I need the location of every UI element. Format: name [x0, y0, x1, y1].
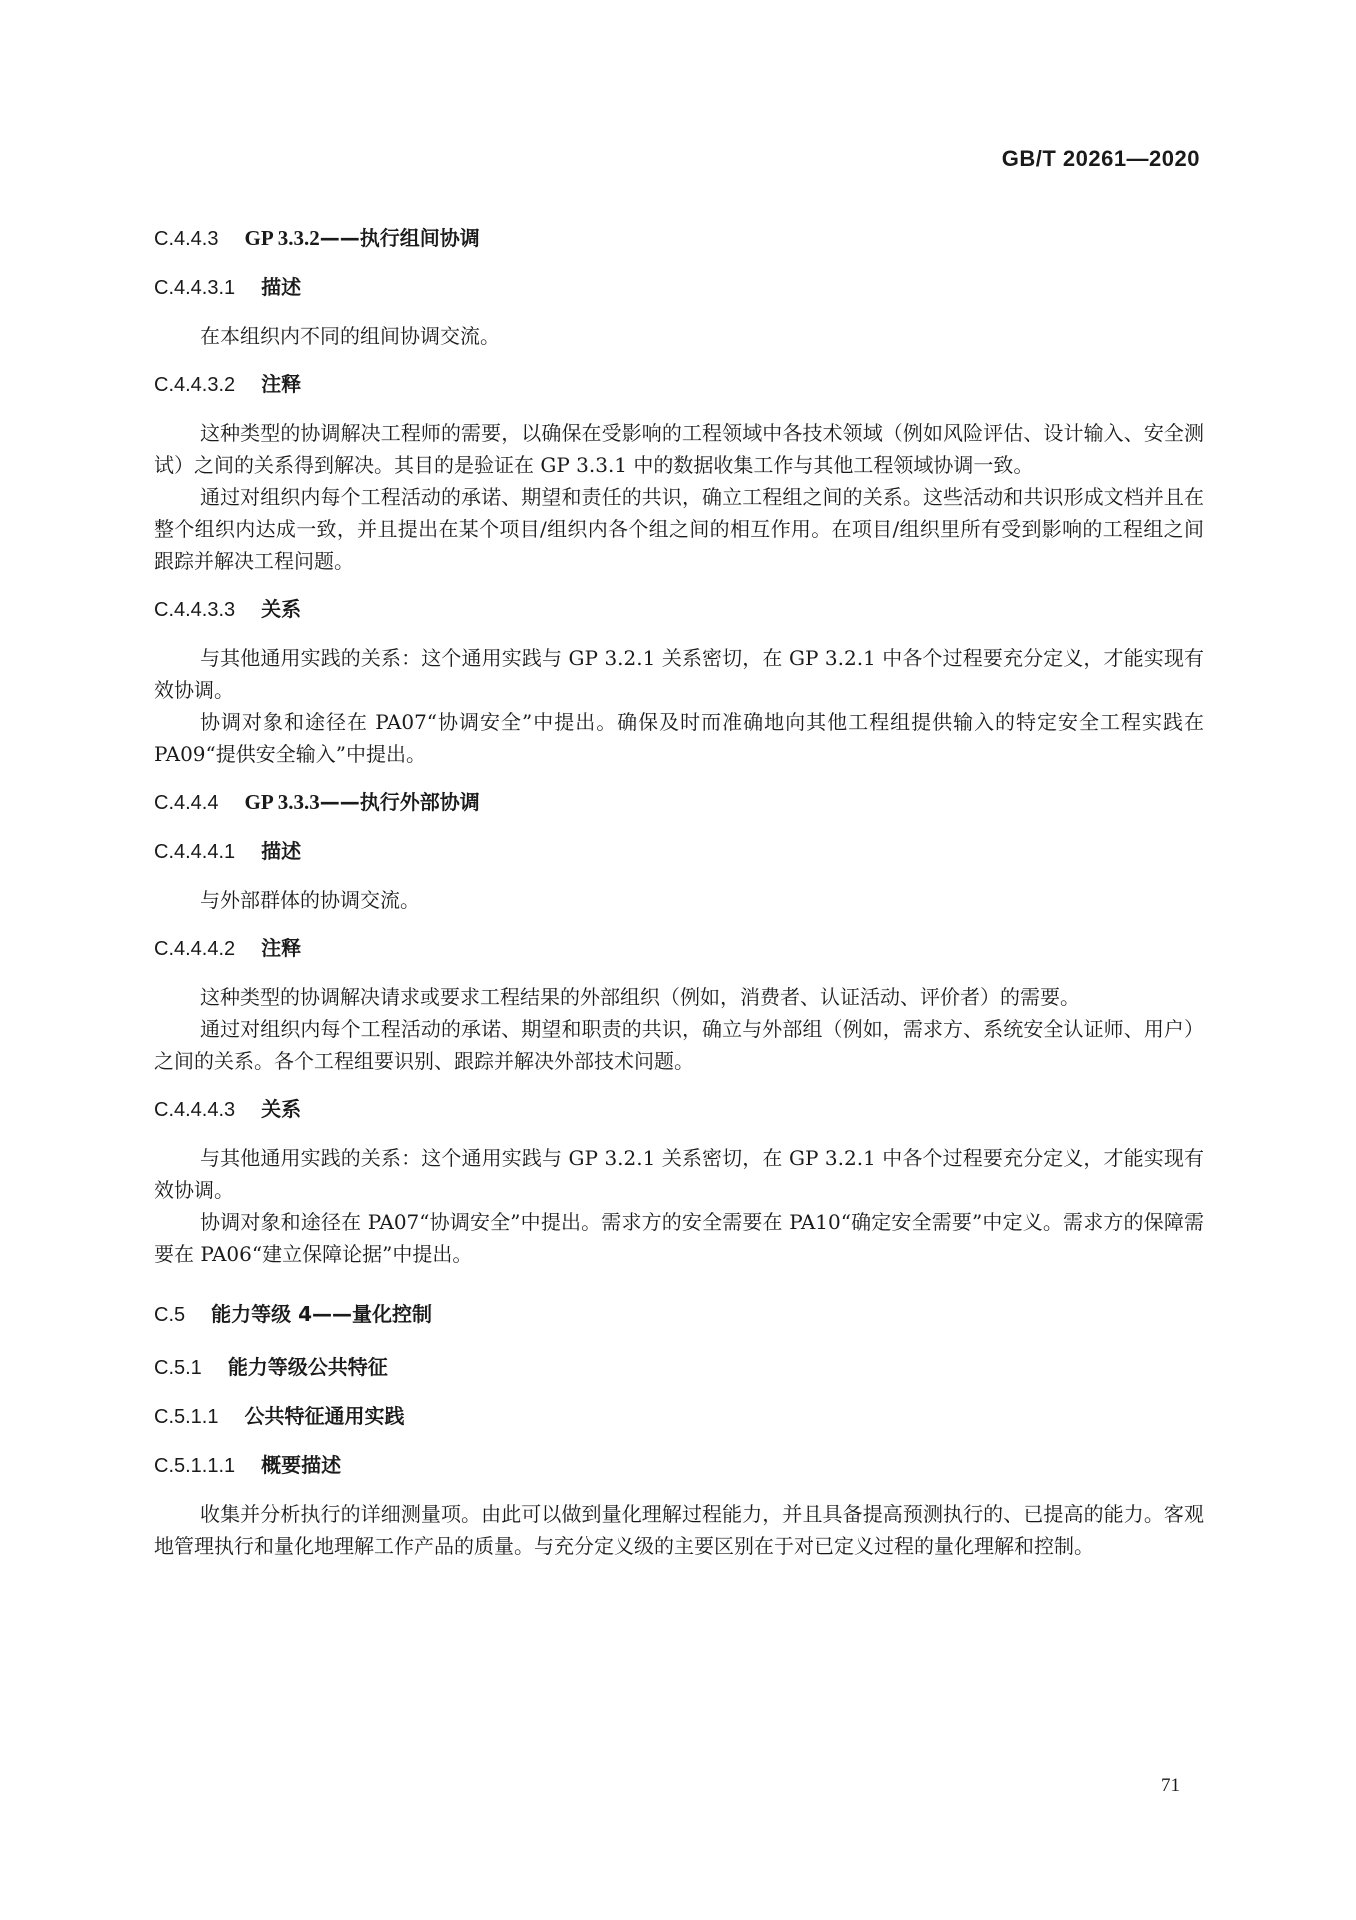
gp-code: GP 3.3.3: [244, 790, 320, 814]
paragraph: 通过对组织内每个工程活动的承诺、期望和责任的共识，确立工程组之间的关系。这些活动和共识形成文档并且在整个组织内达成一致，并且提出在某个项目/组织内各个组之间的相互作用。在项目/组织里所有受到影响的工程组之间跟踪并解决工程问题。: [154, 485, 1204, 573]
paragraph: 这种类型的协调解决请求或要求工程结果的外部组织（例如，消费者、认证活动、评价者）的需要。: [200, 985, 1080, 1009]
section-heading-c4443: [154, 1093, 1204, 1126]
section-heading-c4442: [154, 932, 1204, 965]
section-number: C.4.4.3: [154, 228, 219, 250]
section-number: C.4.4.3.2: [154, 374, 236, 396]
section-number: C.4.4.4.3: [154, 1099, 236, 1121]
section-heading-c5111: [154, 1449, 1204, 1482]
section-title: 公共特征通用实践: [244, 1404, 405, 1428]
section-number: C.4.4.4: [154, 792, 219, 814]
page-number: 71: [1161, 1775, 1180, 1796]
section-heading-c4441: [154, 835, 1204, 868]
page-content: [154, 222, 1204, 1562]
section-title: 关系: [261, 597, 302, 621]
section-heading-c511: [154, 1400, 1204, 1433]
section-heading-c4433: [154, 593, 1204, 626]
section-title: ——执行组间协调: [319, 226, 480, 250]
paragraph: 协调对象和途径在 PA07“协调安全”中提出。需求方的安全需要在 PA10“确定安全需要”中定义。需求方的保障需要在 PA06“建立保障论据”中提出。: [154, 1210, 1204, 1266]
section-number: C.5.1.1: [154, 1406, 219, 1428]
section-title: 描述: [261, 275, 302, 299]
section-number: C.5: [154, 1304, 186, 1326]
paragraph: 通过对组织内每个工程活动的承诺、期望和职责的共识，确立与外部组（例如，需求方、系统安全认证师、用户）之间的关系。各个工程组要识别、跟踪并解决外部技术问题。: [154, 1017, 1204, 1073]
section-title: 关系: [261, 1097, 302, 1121]
gp-code: GP 3.3.2: [244, 226, 320, 250]
paragraph: 协调对象和途径在 PA07“协调安全”中提出。确保及时而准确地向其他工程组提供输入的特定安全工程实践在 PA09“提供安全输入”中提出。: [154, 710, 1204, 766]
paragraph: 收集并分析执行的详细测量项。由此可以做到量化理解过程能力，并且具备提高预测执行的、已提高的能力。客观地管理执行和量化地理解工作产品的质量。与充分定义级的主要区别在于对已定义过程的量化理解和控制。: [154, 1502, 1204, 1558]
section-number: C.4.4.4.2: [154, 938, 236, 960]
paragraph: 与其他通用实践的关系：这个通用实践与 GP 3.2.1 关系密切，在 GP 3.2.1 中各个过程要充分定义，才能实现有效协调。: [154, 646, 1204, 702]
section-title: 能力等级公共特征: [227, 1355, 388, 1379]
section-title: ——执行外部协调: [319, 790, 480, 814]
paragraph: 与外部群体的协调交流。: [200, 888, 420, 912]
section-number: C.5.1: [154, 1357, 202, 1379]
paragraph: 与其他通用实践的关系：这个通用实践与 GP 3.2.1 关系密切，在 GP 3.2.1 中各个过程要充分定义，才能实现有效协调。: [154, 1146, 1204, 1202]
section-heading-c4432: [154, 368, 1204, 401]
section-title: 能力等级 4——量化控制: [211, 1302, 433, 1326]
section-heading-c444: [154, 786, 1204, 819]
section-number: C.4.4.4.1: [154, 841, 236, 863]
section-number: C.4.4.3.1: [154, 277, 236, 299]
section-title: 注释: [261, 372, 302, 396]
section-number: C.5.1.1.1: [154, 1455, 236, 1477]
section-title: 注释: [261, 936, 302, 960]
section-title: 概要描述: [261, 1453, 342, 1477]
standard-code: GB/T 20261—2020: [1001, 146, 1200, 171]
paragraph: 在本组织内不同的组间协调交流。: [200, 324, 500, 348]
section-heading-c443: [154, 222, 1204, 255]
section-heading-c4431: [154, 271, 1204, 304]
section-title: 描述: [261, 839, 302, 863]
paragraph: 这种类型的协调解决工程师的需要，以确保在受影响的工程领域中各技术领域（例如风险评估、设计输入、安全测试）之间的关系得到解决。其目的是验证在 GP 3.3.1 中的数据收集工作与其他工程领域协调一致。: [154, 421, 1204, 477]
section-heading-c51: [154, 1351, 1204, 1384]
section-number: C.4.4.3.3: [154, 599, 236, 621]
section-heading-c5: [154, 1298, 1204, 1331]
